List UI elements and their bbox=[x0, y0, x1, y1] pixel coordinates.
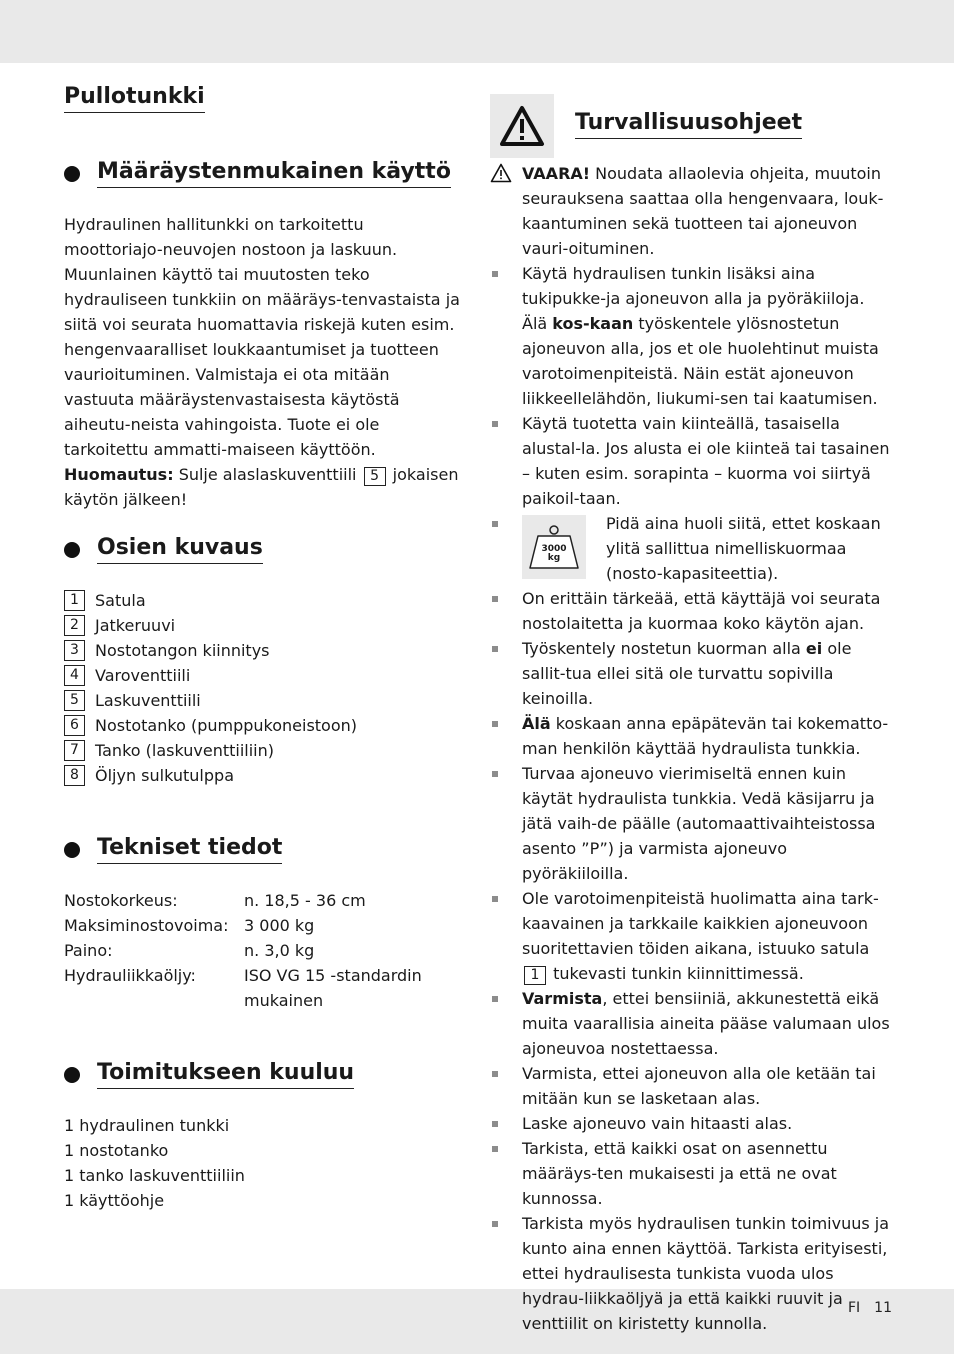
item-emphasis: ei bbox=[805, 639, 823, 658]
intended-use-body: Hydraulinen hallitunkki on tarkoitettu moottoriajo-neuvojen nostoon ja laskuun. Muunlainen käyttö tai muutosten teko hydrauliseen tunkkiin on määräys-tenvastaista ja siitä voi seurata huomattavia riskejä kuten esim. hengenvaaralliset loukkaantumiset ja tuotteen vaurioituminen. Valmistaja ei ota mitään vastuuta määräystenvastaisesta käytöstä aiheutu-neista vahingoista. Tuote ei ole tarkoitettu ammatti-maiseen käyttöön. bbox=[64, 215, 460, 459]
square-bullet-icon bbox=[492, 271, 498, 277]
item-text: Tarkista myös hydraulisen tunkin toimivuus ja kunto aina ennen käyttöä. Tarkista erityisesti, ettei hydraulisesta tunkista vuoda ulos hydrau-liikkaöljyä ja että kaikki ruuvit ja venttiilit on kiristetty kunnolla. bbox=[522, 1214, 890, 1333]
list-item bbox=[490, 261, 890, 411]
specs-heading: Tekniset tiedot bbox=[97, 835, 282, 864]
table-row bbox=[64, 913, 464, 938]
list-item bbox=[490, 1136, 890, 1211]
item-text: Laske ajoneuvo vain hitaasti alas. bbox=[522, 1114, 793, 1133]
table-row bbox=[64, 963, 464, 1013]
list-item: 1 tanko laskuventtiiliin bbox=[64, 1166, 245, 1185]
list-item bbox=[490, 411, 890, 511]
square-bullet-icon bbox=[492, 596, 498, 602]
item-emphasis: Älä bbox=[522, 714, 551, 733]
part-number: 6 bbox=[64, 715, 85, 736]
note-text: Sulje alaslaskuventtiili bbox=[178, 465, 357, 484]
scope-heading: Toimitukseen kuuluu bbox=[97, 1060, 354, 1089]
part-label: Satula bbox=[95, 591, 146, 610]
part-number: 7 bbox=[64, 740, 85, 761]
spec-value: 3 000 kg bbox=[244, 916, 315, 935]
warning-label: VAARA! bbox=[522, 164, 591, 183]
parts-list bbox=[64, 588, 357, 788]
intended-use-heading: Määräystenmukainen käyttö bbox=[97, 159, 451, 188]
part-label: Öljyn sulkutulppa bbox=[95, 766, 234, 785]
scope-list bbox=[64, 1113, 245, 1213]
part-label: Laskuventtiili bbox=[95, 691, 201, 710]
item-emphasis: Varmista bbox=[522, 989, 603, 1008]
part-label: Tanko (laskuventtiiliin) bbox=[95, 741, 274, 760]
list-item: 1 nostotanko bbox=[64, 1141, 169, 1160]
warning-triangle-icon bbox=[499, 105, 545, 147]
list-item: 1 käyttöohje bbox=[64, 1191, 165, 1210]
list-item bbox=[490, 636, 890, 711]
page-number: 11 bbox=[874, 1300, 892, 1316]
spec-value: n. 18,5 - 36 cm bbox=[244, 891, 366, 910]
part-number: 3 bbox=[64, 640, 85, 661]
safety-heading: Turvallisuusohjeet bbox=[575, 110, 802, 139]
note-label: Huomautus: bbox=[64, 465, 174, 484]
section-bullet bbox=[64, 842, 80, 858]
table-row bbox=[64, 938, 464, 963]
item-text: Työskentely nostetun kuorman alla bbox=[522, 639, 801, 658]
item-text: ole sallit-tua ellei sitä ole turvattu sopivilla keinoilla. bbox=[522, 639, 852, 708]
list-item bbox=[490, 511, 890, 586]
item-text: Käytä tuotetta vain kiinteällä, tasaisella alustal-la. Jos alusta ei ole kiinteä tai tasainen – kuten esim. sorapinta – kuorma voi siirtyä paikoil-taan. bbox=[522, 414, 890, 508]
section-bullet bbox=[64, 1067, 80, 1083]
list-item: 1 hydraulinen tunkki bbox=[64, 1116, 230, 1135]
item-text: koskaan anna epäpätevän tai kokematto-man henkilön käyttää hydraulista tunkkia. bbox=[522, 714, 889, 758]
item-text: Turvaa ajoneuvo vierimiseltä ennen kuin käytät hydraulista tunkkia. Vedä käsijarru ja jätä vaih-de päälle (automaattivaihteistossa asento ”P”) ja varmista ajoneuvo pyöräkiiloilla. bbox=[522, 764, 876, 883]
spec-key: Paino: bbox=[64, 941, 113, 960]
spec-value: n. 3,0 kg bbox=[244, 941, 315, 960]
intended-use-text bbox=[64, 212, 464, 512]
list-item bbox=[490, 1061, 890, 1111]
page-footer bbox=[834, 1300, 892, 1316]
document-title: Pullotunkki bbox=[64, 84, 205, 113]
list-item bbox=[490, 886, 890, 986]
square-bullet-icon bbox=[492, 1121, 498, 1127]
list-item bbox=[490, 586, 890, 636]
top-band bbox=[0, 0, 954, 63]
warning-box bbox=[490, 94, 554, 158]
square-bullet-icon bbox=[492, 996, 498, 1002]
section-bullet bbox=[64, 542, 80, 558]
item-emphasis: kos-kaan bbox=[552, 314, 634, 333]
list-item bbox=[490, 1211, 890, 1336]
list-item bbox=[64, 763, 357, 788]
item-text: Varmista, ettei ajoneuvon alla ole ketään tai mitään kun se lasketaan alas. bbox=[522, 1064, 876, 1108]
section-bullet bbox=[64, 166, 80, 182]
part-label: Varoventtiili bbox=[95, 666, 191, 685]
specs-table bbox=[64, 888, 464, 1013]
part-number: 4 bbox=[64, 665, 85, 686]
part-ref-box: 1 bbox=[524, 966, 546, 985]
item-text: Ole varotoimenpiteistä huolimatta aina tark-kaavainen ja tarkkaile kaikkien ajoneuvoon suoritettavien töiden aikana, istuuko satula bbox=[522, 889, 879, 958]
weight-label: 3000 kg bbox=[541, 544, 567, 563]
square-bullet-icon bbox=[492, 646, 498, 652]
part-number: 1 bbox=[64, 590, 85, 611]
language-code: FI bbox=[847, 1300, 861, 1316]
parts-heading: Osien kuvaus bbox=[97, 535, 263, 564]
item-text: Tarkista, että kaikki osat on asennettu määräys-ten mukaisesti ja että ne ovat kunnossa. bbox=[522, 1139, 837, 1208]
item-text: On erittäin tärkeää, että käyttäjä voi seurata nostolaitetta ja kuormaa koko käytön ajan. bbox=[522, 589, 881, 633]
item-text: Käytä hydraulisen tunkin lisäksi aina tukipukke-ja ajoneuvon alla ja pyöräkiiloja. Älä bbox=[522, 264, 865, 333]
item-text: Pidä aina huoli siitä, ettet koskaan ylitä sallittua nimelliskuormaa (nosto-kapasiteettia). bbox=[606, 514, 881, 583]
note-text-after: jokaisen käytön jälkeen! bbox=[64, 465, 459, 509]
item-text: tukevasti tunkin kiinnittimessä. bbox=[553, 964, 804, 983]
list-item bbox=[64, 738, 357, 763]
list-item bbox=[64, 613, 357, 638]
square-bullet-icon bbox=[492, 721, 498, 727]
spec-key: Hydrauliikkaöljy: bbox=[64, 966, 196, 985]
part-number: 8 bbox=[64, 765, 85, 786]
square-bullet-icon bbox=[492, 1146, 498, 1152]
table-row bbox=[64, 888, 464, 913]
part-label: Nostotanko (pumppukoneistoon) bbox=[95, 716, 358, 735]
list-item bbox=[490, 761, 890, 886]
list-item bbox=[490, 711, 890, 761]
item-text: , ettei bensiiniä, akkunestettä eikä muita vaarallisia aineita pääse valumaan ulos ajoneuvoa nostettaessa. bbox=[522, 989, 890, 1058]
warning-text: Noudata allaolevia ohjeita, muutoin seurauksena saattaa olla hengenvaara, louk-kaantuminen sekä tuotteen tai ajoneuvon vauri-oituminen. bbox=[522, 164, 884, 258]
weight-icon bbox=[522, 515, 586, 579]
part-label: Nostotangon kiinnitys bbox=[95, 641, 270, 660]
list-item bbox=[490, 986, 890, 1061]
list-item bbox=[64, 713, 357, 738]
list-item bbox=[490, 1111, 890, 1136]
part-number: 5 bbox=[64, 690, 85, 711]
square-bullet-icon bbox=[492, 771, 498, 777]
part-number: 2 bbox=[64, 615, 85, 636]
square-bullet-icon bbox=[492, 421, 498, 427]
square-bullet-icon bbox=[492, 521, 498, 527]
spec-key: Nostokorkeus: bbox=[64, 891, 178, 910]
warning-item bbox=[490, 161, 890, 261]
warning-small-icon bbox=[490, 163, 512, 183]
square-bullet-icon bbox=[492, 1221, 498, 1227]
list-item bbox=[64, 588, 357, 613]
spec-key: Maksiminostovoima: bbox=[64, 916, 229, 935]
list-item bbox=[64, 638, 357, 663]
item-text: työskentele ylösnostetun ajoneuvon alla, jos et ole huolehtinut muista varotoimenpiteistä. Näin estät ajoneuvon liikkeellelähdön, liukumi-sen tai kaatumisen. bbox=[522, 314, 879, 408]
square-bullet-icon bbox=[492, 896, 498, 902]
safety-list bbox=[490, 161, 890, 1336]
square-bullet-icon bbox=[492, 1071, 498, 1077]
part-ref-box: 5 bbox=[364, 467, 386, 486]
spec-value: ISO VG 15 -standardin mukainen bbox=[244, 966, 422, 1010]
list-item bbox=[64, 663, 357, 688]
list-item bbox=[64, 688, 357, 713]
part-label: Jatkeruuvi bbox=[95, 616, 176, 635]
